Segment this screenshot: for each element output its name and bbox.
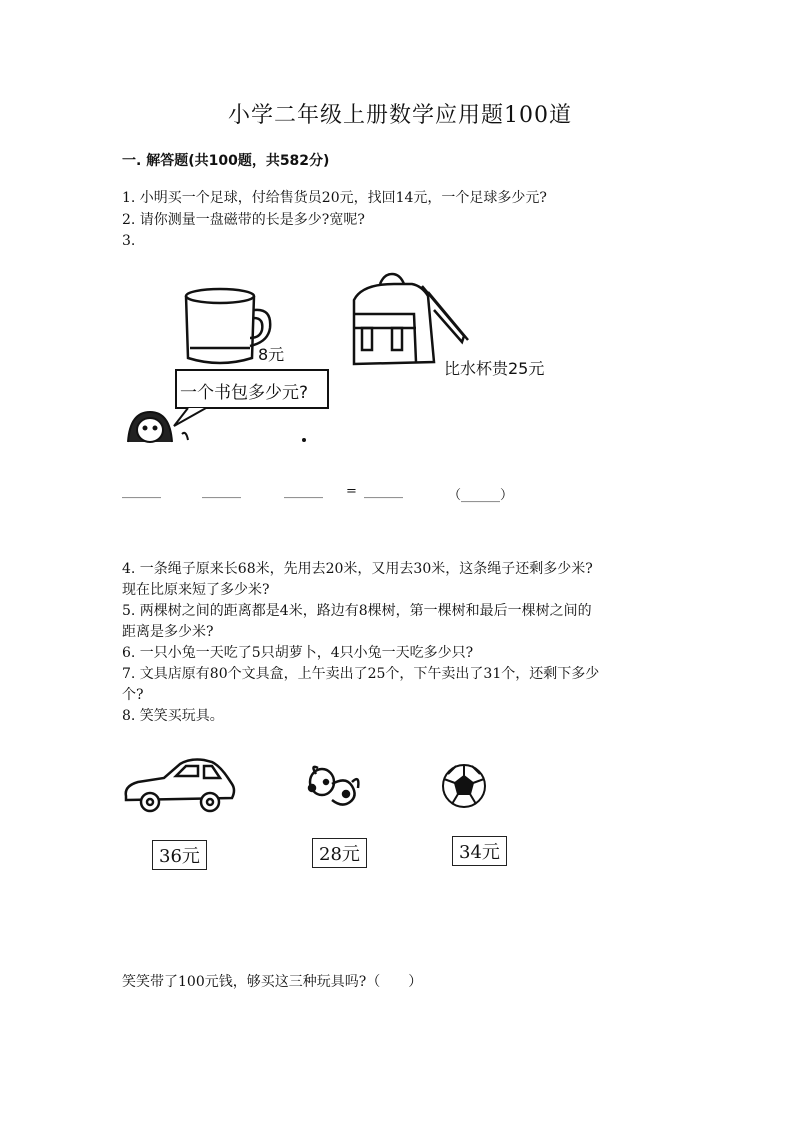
car-price-tag: 36元 xyxy=(152,840,207,870)
question-4-line1: 4. 一条绳子原来长68米，先用去20米，又用去30米，这条绳子还剩多少米? xyxy=(122,561,593,577)
question-5-line1: 5. 两棵树之间的距离都是4米，路边有8棵树，第一棵树和最后一棵树之间的 xyxy=(122,603,592,619)
question-3: 3. xyxy=(122,233,136,249)
toy-dog-icon xyxy=(309,767,358,805)
question-6: 6. 一只小兔一天吃了5只胡萝卜，4只小兔一天吃多少只? xyxy=(122,645,474,661)
blank-3[interactable]: ______ xyxy=(284,484,323,499)
page-title: 小学二年级上册数学应用题100道 xyxy=(228,103,572,128)
question-7-line1: 7. 文具店原有80个文具盒，上午卖出了25个，下午卖出了31个，还剩下多少 xyxy=(122,666,600,682)
dog-price-tag: 28元 xyxy=(312,838,367,868)
blank-5[interactable]: （______） xyxy=(448,488,514,503)
backpack-icon xyxy=(354,274,468,364)
girl-avatar xyxy=(128,412,305,442)
mug-price: 8元 xyxy=(258,345,285,364)
question-5-line2: 距离是多少米? xyxy=(122,624,214,640)
speech-text: 一个书包多少元? xyxy=(180,383,309,403)
ball-price-tag: 34元 xyxy=(452,836,507,866)
blank-2[interactable]: ______ xyxy=(202,484,241,499)
question-8: 8. 笑笑买玩具。 xyxy=(122,708,224,724)
equals-sign: = xyxy=(346,484,357,499)
blank-1[interactable]: ______ xyxy=(122,484,161,499)
soccer-ball-icon xyxy=(443,765,485,807)
question-3-figure xyxy=(122,270,582,445)
backpack-price-text: 比水杯贵25元 xyxy=(444,359,545,378)
toys-illustration xyxy=(120,752,540,822)
car-icon xyxy=(126,760,234,812)
question-7-line2: 个? xyxy=(122,687,144,703)
section-header: 一. 解答题(共100题，共582分) xyxy=(122,153,330,169)
question-1: 1. 小明买一个足球，付给售货员20元，找回14元，一个足球多少元? xyxy=(122,190,547,206)
question-2: 2. 请你测量一盘磁带的长是多少?宽呢? xyxy=(122,212,365,228)
blank-4[interactable]: ______ xyxy=(364,484,403,499)
question-4-line2: 现在比原来短了多少米? xyxy=(122,582,270,598)
toys-figure xyxy=(120,752,540,872)
question-8-followup: 笑笑带了100元钱，够买这三种玩具吗?（ ） xyxy=(122,974,423,990)
